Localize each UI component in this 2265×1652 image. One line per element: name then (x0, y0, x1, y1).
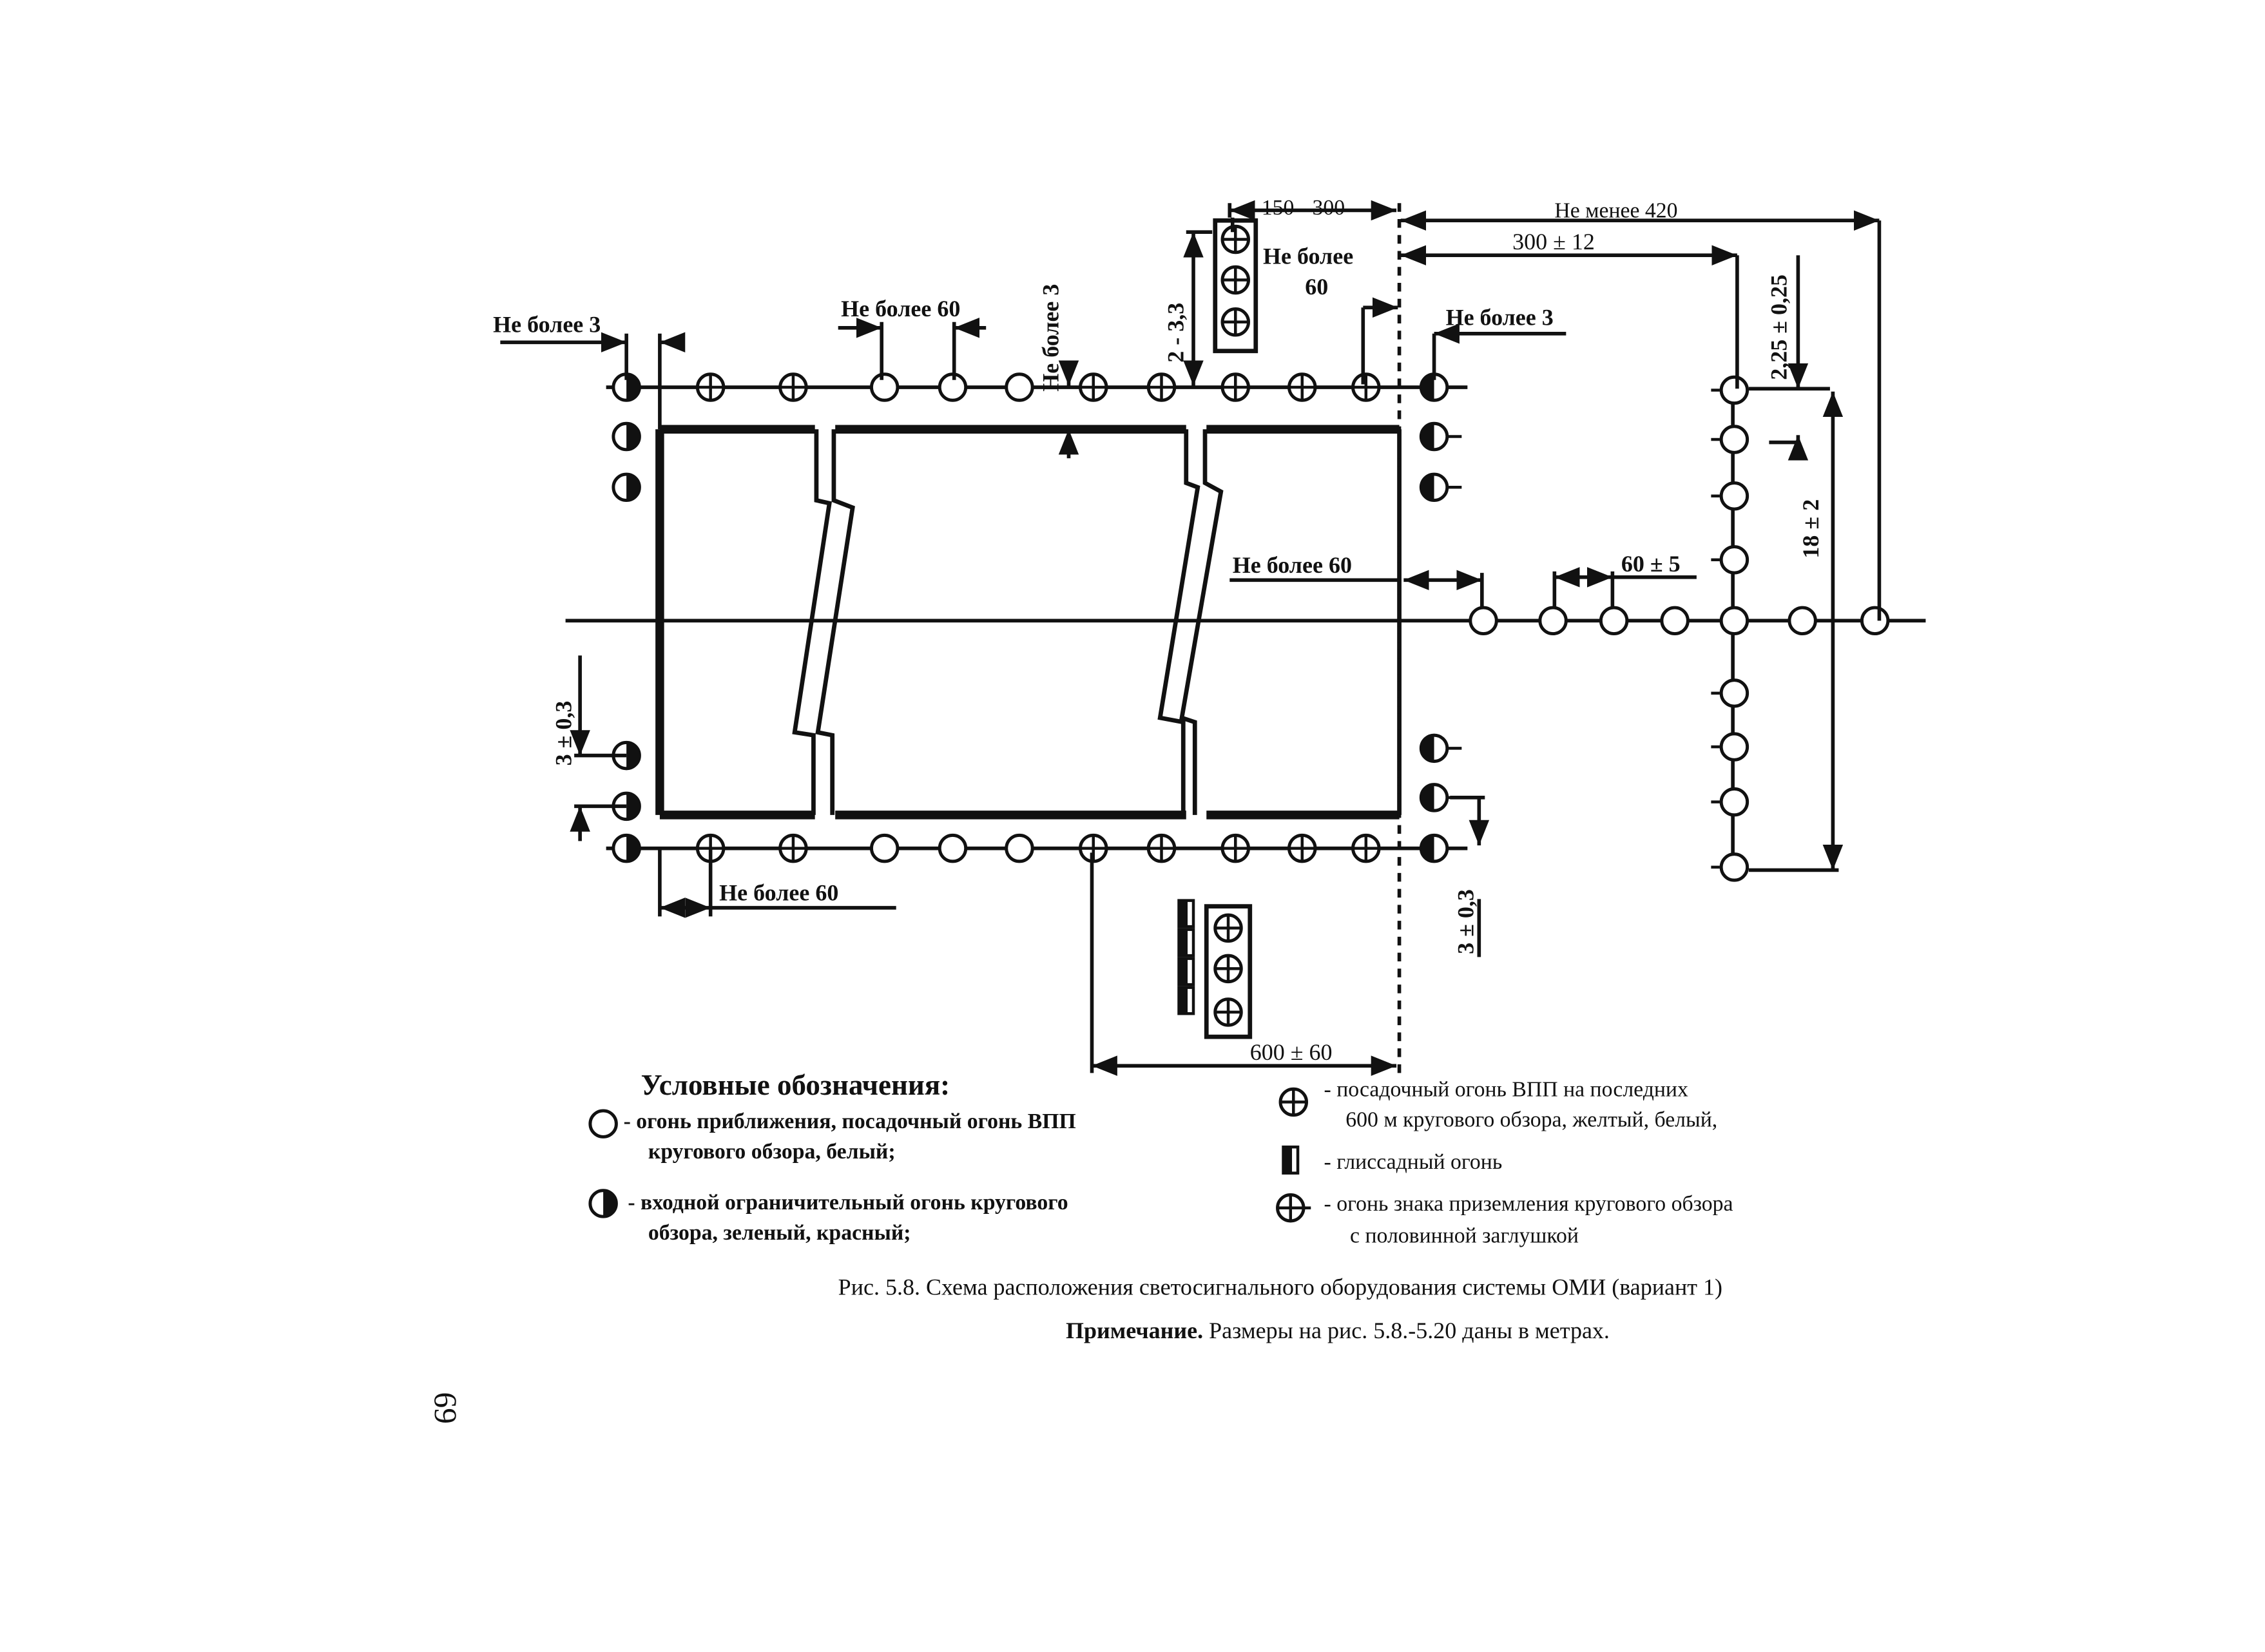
legend-threshold-l2: обзора, зеленый, красный; (648, 1221, 911, 1245)
dim-3-03-left: 3 ± 0,3 (550, 700, 577, 766)
approach-light-icon (1721, 608, 1748, 634)
glide-slope-light-icon (1179, 988, 1194, 1014)
approach-light-icon (1662, 608, 1688, 634)
approach-light-icon (1862, 608, 1888, 634)
dim-3-03-right: 3 ± 0,3 (1452, 889, 1479, 954)
approach-light-icon (1470, 608, 1497, 634)
approach-light-icon (1601, 608, 1627, 634)
legend-touchdown-l1: - огонь знака приземления кругового обзора (1324, 1192, 1733, 1216)
threshold-light-icon (1421, 423, 1447, 450)
approach-light-icon (1721, 483, 1748, 510)
legend-title: Условные обозначения: (641, 1069, 950, 1102)
landing-light-icon (1148, 374, 1175, 401)
threshold-light-icon (1421, 735, 1447, 762)
dim-box-60-l2: 60 (1305, 274, 1329, 300)
note-text: Размеры на рис. 5.8.-5.20 даны в метрах. (1203, 1318, 1610, 1344)
approach-light-icon (1540, 608, 1566, 634)
glide-slope-light-icon (1179, 901, 1194, 927)
dim-18-2: 18 ± 2 (1797, 499, 1824, 559)
landing-light-icon (1353, 835, 1380, 861)
approach-light-icon (871, 374, 898, 401)
dim-600-60: 600 ± 60 (1249, 1039, 1333, 1066)
threshold-light-right-bottom (1421, 835, 1447, 861)
approach-light-icon (1721, 427, 1748, 453)
legend-approach-icon (590, 1111, 617, 1137)
dim-ne-bolee-3-vertical: Не более 3 (1037, 283, 1064, 392)
approach-light-icon (1789, 608, 1816, 634)
landing-light-icon (1222, 309, 1249, 336)
approach-light-icon (1007, 374, 1033, 401)
dim-2-25: 2,25 ± 0,25 (1766, 274, 1792, 380)
legend-landing600-l2: 600 м кругового обзора, желтый, белый, (1345, 1108, 1718, 1132)
approach-light-icon (1721, 547, 1748, 573)
threshold-light-icon (1421, 785, 1447, 811)
approach-light-icon (940, 835, 966, 861)
legend-approach-l2: кругового обзора, белый; (648, 1140, 896, 1164)
legend-threshold-l1: - входной ограничительный огонь кругового (628, 1190, 1068, 1215)
dim-ne-bolee-60-mid: Не более 60 (1232, 552, 1352, 579)
figure-note (1066, 1318, 1610, 1343)
legend (590, 1069, 1733, 1248)
landing-light-icon (1289, 835, 1316, 861)
landing-light-icon (1222, 835, 1249, 861)
threshold-light-icon (1421, 474, 1447, 501)
approach-light-icon (1721, 680, 1748, 707)
legend-glide: - глиссадный огонь (1324, 1149, 1503, 1174)
dim-ne-bolee-3-right: Не более 3 (1445, 304, 1554, 331)
approach-light-icon (1721, 854, 1748, 881)
glide-slope-light-icon (1179, 930, 1194, 956)
landing-light-icon (697, 374, 724, 401)
approach-light-icon (1721, 377, 1748, 403)
legend-approach-l1: - огонь приближения, посадочный огонь ВПП (623, 1109, 1076, 1133)
landing-light-icon (780, 835, 807, 861)
dim-ne-bolee-60-top: Не более 60 (841, 295, 961, 322)
threshold-light-icon (613, 474, 640, 501)
landing-light-icon (1222, 267, 1249, 293)
threshold-light-icon (613, 835, 640, 861)
landing-light-icon (1080, 374, 1106, 401)
landing-light-icon (1215, 915, 1242, 941)
page-number: 69 (428, 1392, 464, 1425)
approach-light-icon (1721, 734, 1748, 760)
legend-threshold-icon (590, 1191, 617, 1217)
landing-light-icon (1222, 226, 1249, 253)
legend-touchdown-icon (1278, 1195, 1311, 1221)
landing-light-icon (780, 374, 807, 401)
figure-caption: Рис. 5.8. Схема расположения светосигнального оборудования системы ОМИ (вариант 1) (838, 1274, 1722, 1300)
landing-light-icon (1215, 999, 1242, 1026)
legend-landing600-l1: - посадочный огонь ВПП на последних (1324, 1077, 1688, 1102)
dim-ne-menee-420: Не менее 420 (1554, 198, 1678, 223)
dim-150-300: 150 - 300 (1261, 196, 1345, 220)
dim-2-3-3: 2 - 3,3 (1162, 302, 1189, 363)
glide-slope-light-icon (1179, 959, 1194, 985)
approach-light-icon (1007, 835, 1033, 861)
legend-landing600-icon (1280, 1089, 1307, 1115)
landing-light-icon (1289, 374, 1316, 401)
dim-300-12: 300 ± 12 (1512, 229, 1595, 255)
landing-light-icon (1353, 374, 1380, 401)
threshold-light-icon (613, 423, 640, 450)
legend-touchdown-l2: с половинной заглушкой (1350, 1224, 1579, 1248)
approach-light-icon (1721, 789, 1748, 815)
dim-ne-bolee-60-bottom: Не более 60 (719, 879, 839, 906)
legend-glide-icon (1284, 1147, 1298, 1173)
landing-light-icon (1222, 374, 1249, 401)
landing-light-icon (1148, 835, 1175, 861)
dim-ne-bolee-3-left: Не более 3 (493, 311, 601, 338)
dim-60-5: 60 ± 5 (1621, 550, 1681, 577)
approach-light-icon (871, 835, 898, 861)
dim-box-60-l1: Не более (1263, 243, 1354, 269)
note-label: Примечание. (1065, 1318, 1204, 1344)
landing-light-icon (1215, 956, 1242, 982)
